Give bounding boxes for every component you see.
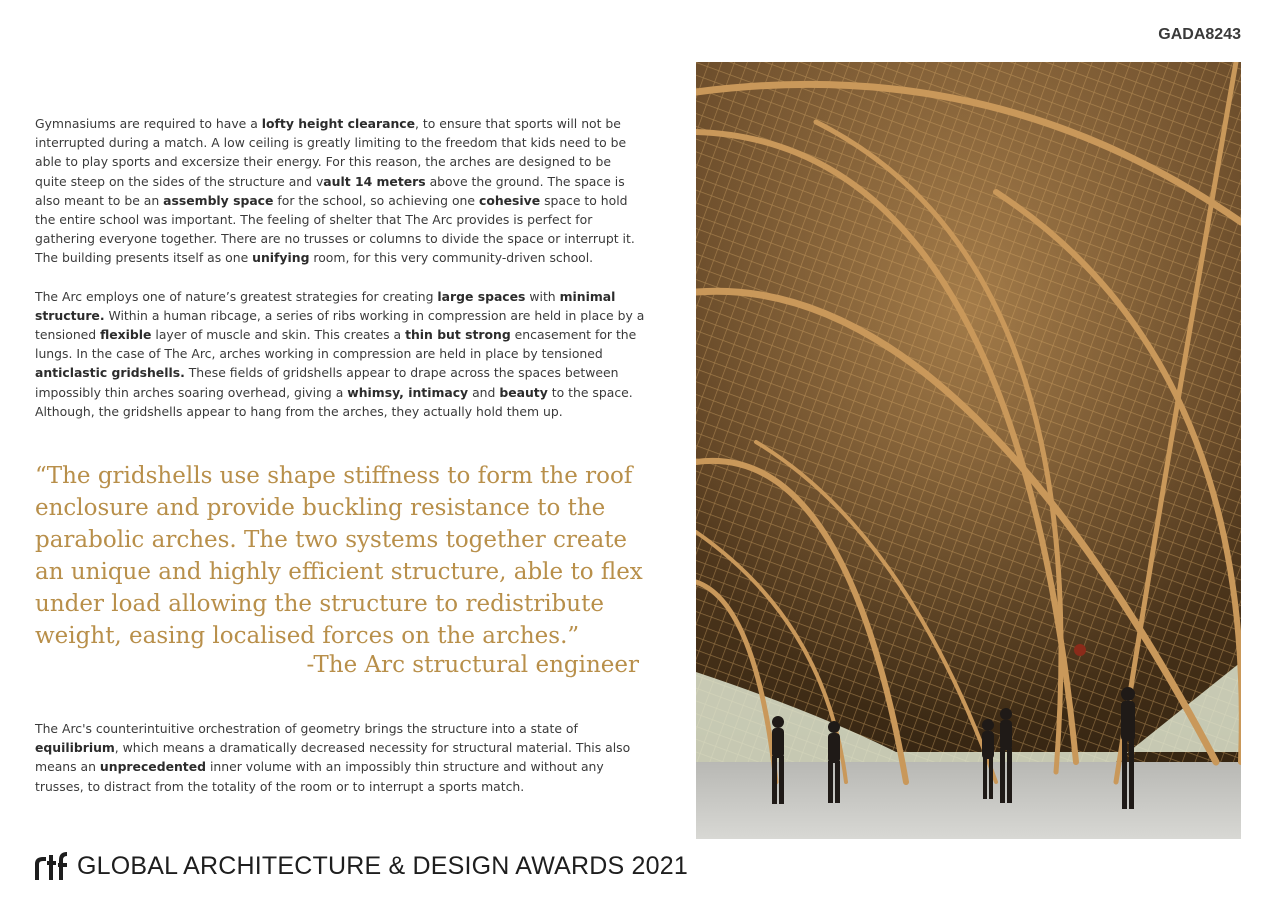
rtf-logo-icon bbox=[35, 851, 69, 881]
text-run: room, for this very community-driven school. bbox=[309, 250, 594, 266]
gym-interior-photo bbox=[696, 62, 1241, 839]
emphasis-text: minimal structure. bbox=[35, 288, 616, 323]
footer bbox=[35, 850, 688, 882]
quote-attribution: -The Arc structural engineer bbox=[306, 652, 639, 678]
emphasis-text: equilibrium bbox=[35, 740, 115, 756]
emphasis-text: unifying bbox=[252, 250, 310, 266]
text-run: , to ensure that sports will not be interrupted during a match. A low ceiling is greatly limiting to the freedom that kids need to be able to play sports and excersize their energy. For this reason, the arches are designed to be quite steep on the sides of the structure and v bbox=[35, 116, 627, 189]
emphasis-text: large spaces bbox=[437, 288, 526, 304]
emphasis-text: lofty height clearance bbox=[261, 116, 416, 131]
text-run: The Arc employs one of nature’s greatest strategies for creating bbox=[35, 288, 438, 304]
bamboo-roof-illustration bbox=[696, 62, 1241, 839]
paragraph-2 bbox=[35, 287, 645, 421]
paragraph-1 bbox=[35, 114, 645, 268]
emphasis-text: flexible bbox=[100, 327, 152, 343]
text-run: and bbox=[468, 384, 500, 400]
emphasis-text: cohesive bbox=[478, 192, 541, 208]
body-text-lower bbox=[35, 719, 645, 796]
emphasis-text: whimsy, intimacy bbox=[347, 384, 469, 400]
emphasis-text: beauty bbox=[499, 384, 548, 400]
emphasis-text: unprecedented bbox=[99, 759, 206, 775]
emphasis-text: ault 14 meters bbox=[323, 173, 426, 189]
text-run: The Arc's counterintuitive orchestration of geometry brings the structure into a state of bbox=[35, 721, 578, 736]
text-run: layer of muscle and skin. This creates a bbox=[151, 327, 406, 343]
text-run: inner volume with an impossibly thin structure and without any trusses, to distract from the totality of the room or to interrupt a sports match. bbox=[35, 759, 604, 794]
text-run: space to hold the entire school was important. The feeling of shelter that The Arc provides is perfect for gathering everyone together. There are no trusses or columns to divide the space or interrupt it. The building presents itself as one bbox=[35, 192, 635, 266]
pull-quote: “The gridshells use shape stiffness to form the roof enclosure and provide buckling resistance to the parabolic arches. The two systems together create an unique and highly efficient structure, able to flex under load allowing the structure to redistribute weight, easing localised forces on the arches.” bbox=[35, 463, 643, 649]
emphasis-text: anticlastic gridshells. bbox=[35, 365, 185, 381]
project-code: GADA8243 bbox=[1158, 26, 1241, 43]
text-run: These fields of gridshells appear to drape across the spaces between impossibly thin arches soaring overhead, giving a bbox=[35, 365, 619, 400]
text-run: above the ground. The space is also meant to be an bbox=[35, 173, 625, 208]
award-title: GLOBAL ARCHITECTURE & DESIGN AWARDS 2021 bbox=[77, 851, 688, 880]
text-run: encasement for the lungs. In the case of The Arc, arches working in compression are held in place by tensioned bbox=[35, 327, 637, 362]
body-text bbox=[35, 114, 645, 440]
text-run: for the school, so achieving one bbox=[273, 192, 479, 208]
text-run: to the space. Although, the gridshells appear to hang from the arches, they actually hold them up. bbox=[35, 384, 633, 419]
emphasis-text: thin but strong bbox=[405, 327, 511, 343]
text-run: , which means a dramatically decreased necessity for structural material. This also means an bbox=[35, 740, 631, 775]
emphasis-text: assembly space bbox=[163, 192, 274, 208]
text-run: Gymnasiums are required to have a bbox=[35, 116, 262, 131]
text-run: Within a human ribcage, a series of ribs working in compression are held in place by a tensioned bbox=[35, 307, 645, 343]
paragraph-3 bbox=[35, 719, 645, 796]
text-run: with bbox=[525, 288, 560, 304]
